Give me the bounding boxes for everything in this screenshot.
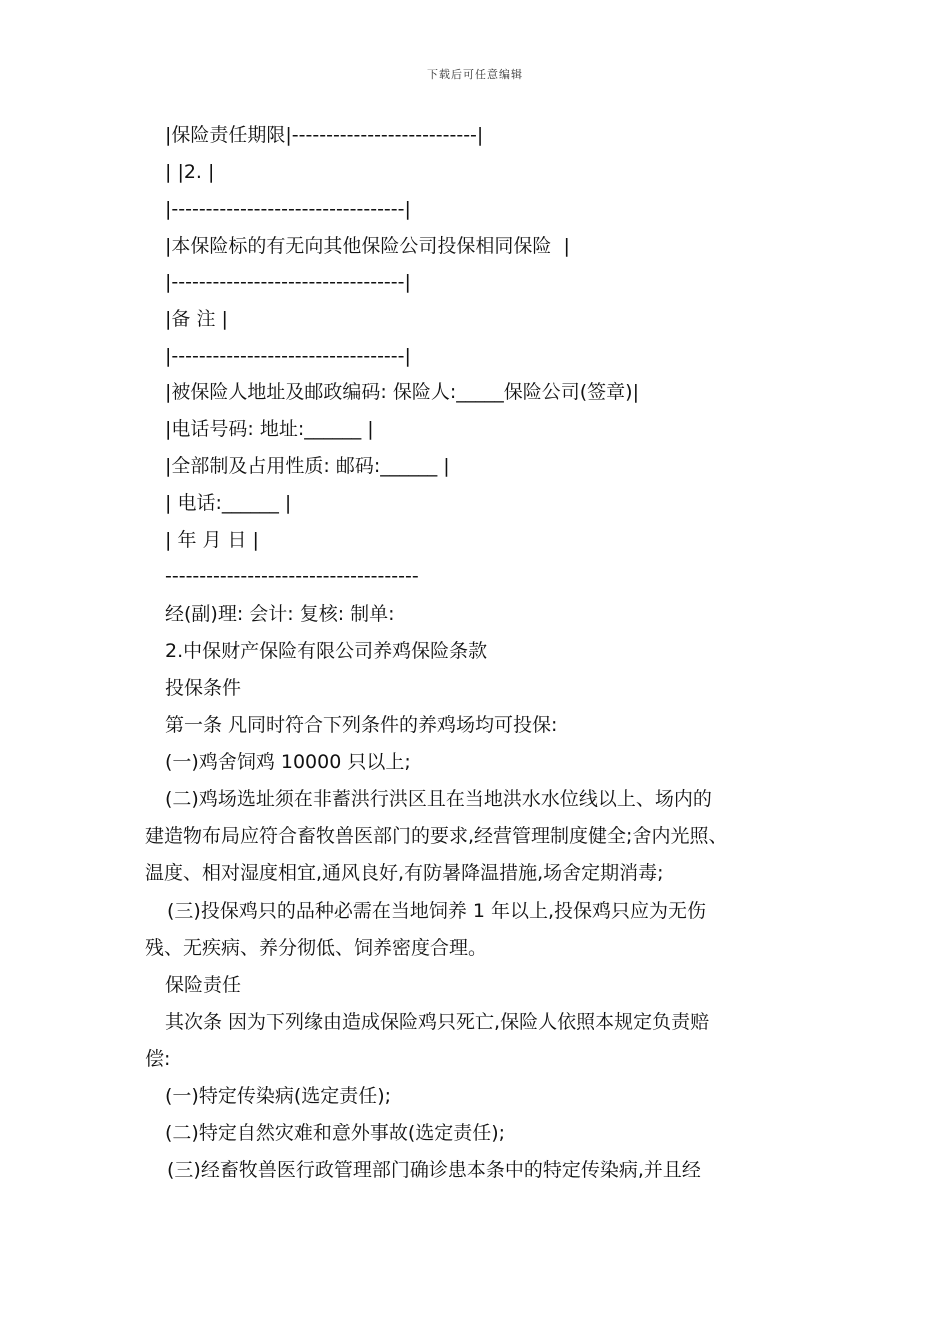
paragraph: 第一条 凡同时符合下列条件的养鸡场均可投保:	[165, 714, 558, 736]
list-item: (二)鸡场选址须在非蓄洪行洪区且在当地洪水水位线以上、场内的	[165, 788, 712, 810]
list-item: (三)投保鸡只的品种必需在当地饲养 1 年以上,投保鸡只应为无伤	[167, 900, 707, 922]
table-row-ownership: |全部制及占用性质: 邮码:______ |	[165, 455, 450, 477]
table-divider: |----------------------------------|	[165, 345, 411, 367]
paragraph-continuation: 建造物布局应符合畜牧兽医部门的要求,经营管理制度健全;舍内光照、	[145, 825, 728, 847]
paragraph-continuation: 残、无疾病、养分彻低、饲养密度合理。	[145, 937, 488, 959]
table-row-insured-address: |被保险人地址及邮政编码: 保险人:_____保险公司(签章)|	[165, 381, 639, 403]
table-row-remarks: |备 注 |	[165, 308, 228, 330]
table-row-insurance-period: |保险责任期限|---------------------------|	[165, 124, 484, 146]
signature-line: 经(副)理: 会计: 复核: 制单:	[165, 603, 395, 625]
subsection-heading: 保险责任	[165, 974, 242, 996]
table-bottom-divider: -------------------------------------	[165, 565, 419, 587]
paragraph-continuation: 温度、相对湿度相宜,通风良好,有防暑降温措施,场舍定期消毒;	[145, 862, 664, 884]
table-row-phone: | 电话:______ |	[165, 492, 292, 514]
header-note: 下载后可任意编辑	[427, 68, 523, 81]
section-title: 2.中保财产保险有限公司养鸡保险条款	[165, 640, 488, 662]
table-divider: |----------------------------------|	[165, 198, 411, 220]
list-item: (三)经畜牧兽医行政管理部门确诊患本条中的特定传染病,并且经	[167, 1159, 701, 1181]
subsection-heading: 投保条件	[165, 677, 242, 699]
table-row-item-2: | |2. |	[165, 161, 215, 183]
table-row-other-insurance: |本保险标的有无向其他保险公司投保相同保险 |	[165, 235, 570, 257]
table-row-phone-address: |电话号码: 地址:______ |	[165, 418, 374, 440]
paragraph-continuation: 偿:	[145, 1048, 171, 1070]
table-row-date: | 年 月 日 |	[165, 529, 259, 551]
list-item: (一)特定传染病(选定责任);	[165, 1085, 392, 1107]
list-item: (二)特定自然灾难和意外事故(选定责任);	[165, 1122, 506, 1144]
table-divider: |----------------------------------|	[165, 271, 411, 293]
paragraph: 其次条 因为下列缘由造成保险鸡只死亡,保险人依照本规定负责赔	[165, 1011, 710, 1033]
list-item: (一)鸡舍饲鸡 10000 只以上;	[165, 751, 411, 773]
